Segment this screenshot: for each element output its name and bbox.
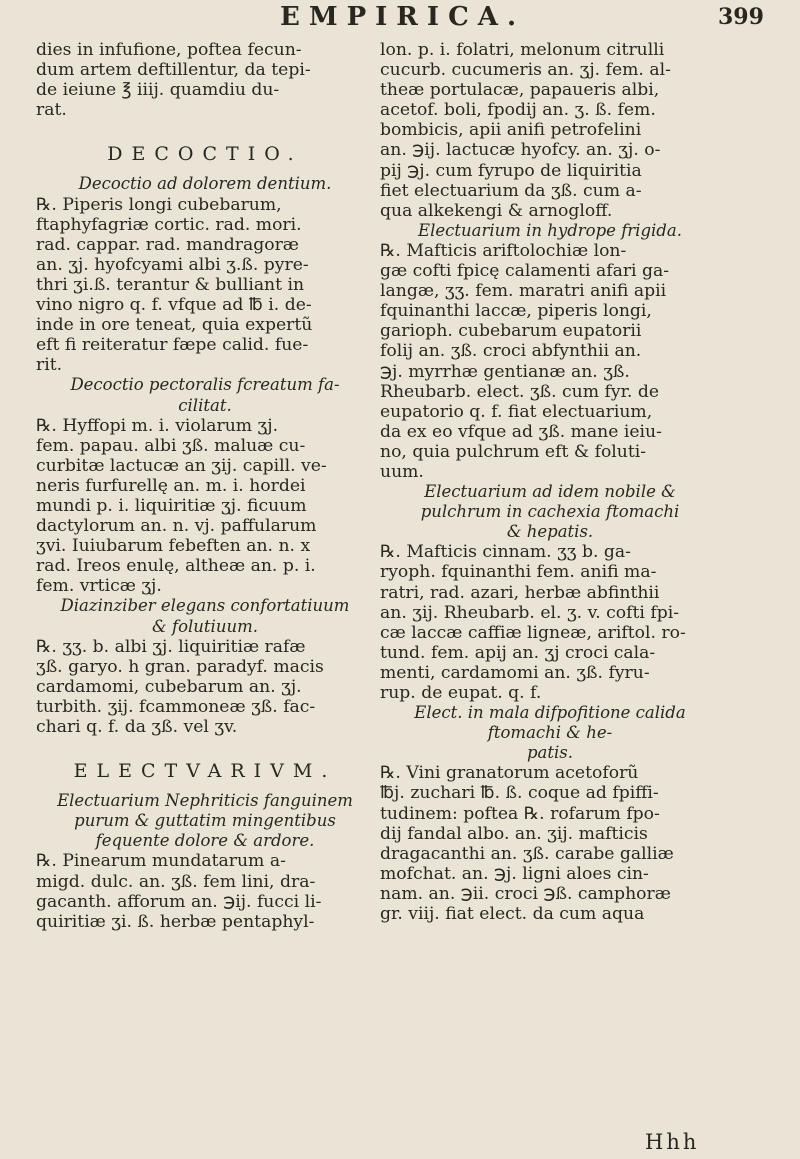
recipe-title: Diazinziber elegans confortatiuum	[60, 596, 350, 616]
text-line: eupatorio q. f. fiat electuarium,	[380, 401, 653, 422]
running-title: EMPIRICA.	[280, 2, 525, 32]
section-heading-electuarium: ELECTVARIVM.	[73, 760, 337, 783]
recipe-text	[36, 637, 374, 737]
text-line: an. ʒj. hyofcyami albi ʒ.ß. pyre-	[36, 254, 309, 275]
text-line: rit.	[36, 355, 63, 376]
text-line: ʒvi. Iuiubarum febeften an. n. x	[36, 536, 311, 557]
page-number: 399	[718, 4, 764, 30]
recipe-title: Electuarium ad idem nobile &	[424, 482, 676, 502]
text-line: dij fandal albo. an. ʒij. mafticis	[380, 823, 648, 844]
text-line: quiritiæ ʒi. ß. herbæ pentaphyl-	[36, 911, 315, 932]
text-line: ℞. Mafticis cinnam. ʒʒ b. ga-	[380, 542, 631, 563]
text-line: pij ℈j. cum fyrupo de liquiritia	[380, 160, 642, 181]
running-head	[0, 2, 800, 36]
recipe-title: pulchrum in cachexia ftomachi	[420, 502, 680, 522]
text-line: cardamomi, cubebarum an. ʒj.	[36, 676, 302, 697]
text-line: no, quia pulchrum eft & foluti-	[380, 441, 647, 462]
text-line: neris furfurellę an. m. i. hordei	[36, 475, 306, 496]
text-line: dactylorum an. n. vj. paffularum	[36, 516, 317, 537]
text-line: turbith. ʒij. fcammoneæ ʒß. fac-	[36, 696, 316, 717]
text-line: folij an. ʒß. croci abfynthii an.	[380, 341, 642, 362]
recipe-title: & hepatis.	[506, 522, 594, 542]
text-line: curbitæ lactucæ an ʒij. capill. ve-	[36, 455, 327, 476]
right-column	[380, 40, 720, 924]
text-line: inde in ore teneat, quia expertũ	[36, 315, 313, 336]
recipe-title: cilitat.	[178, 395, 232, 415]
recipe-text	[380, 542, 720, 703]
text-line: vino nigro q. f. vfque ad ℔ i. de-	[36, 295, 312, 316]
text-line: garioph. cubebarum eupatorii	[380, 321, 642, 342]
recipe-title: Electuarium Nephriticis fanguinem	[57, 791, 353, 811]
text-line: rad. Ireos enulę, altheæ an. p. i.	[36, 556, 316, 577]
recipe-text	[380, 241, 720, 482]
recipe-title: patis.	[526, 743, 574, 763]
text-line: theæ portulacæ, papaueris albi,	[380, 80, 660, 101]
text-line: dragacanthi an. ʒß. carabe galliæ	[380, 843, 674, 864]
text-line: gacanth. afforum an. ℈ij. fucci li-	[36, 891, 322, 912]
text-line: ℞. Vini granatorum acetoforũ	[380, 763, 639, 784]
text-line: ℔j. zuchari ℔. ß. coque ad fpiffi-	[380, 783, 659, 804]
recipe-title: Electuarium in hydrope frigida.	[418, 220, 682, 240]
text-line: tund. fem. apij an. ʒj croci cala-	[380, 642, 656, 663]
text-line: langæ, ʒʒ. fem. maratri anifi apii	[380, 281, 667, 302]
text-line: gæ cofti fpicę calamenti afari ga-	[380, 261, 670, 282]
text-line: cæ laccæ caffiæ ligneæ, ariftol. ro-	[380, 622, 686, 643]
text-line: an. ʒij. Rheubarb. el. ʒ. v. cofti fpi-	[380, 602, 680, 623]
recipe-title: Decoctio ad dolorem dentium.	[78, 174, 332, 194]
recipe-title: fequente dolore & ardore.	[95, 831, 315, 851]
text-line: fem. papau. albi ʒß. maluæ cu-	[36, 435, 306, 456]
text-line: fem. vrticæ ʒj.	[36, 576, 162, 597]
text-line: dies in infufione, poftea fecun-	[36, 40, 302, 60]
text-line: mofchat. an. ℈j. ligni aloes cin-	[380, 863, 649, 884]
text-line: gr. viij. fiat elect. da cum aqua	[380, 904, 645, 925]
text-line: qua alkekengi & arnogloff.	[380, 200, 613, 221]
recipe-title: ftomachi & he-	[487, 723, 613, 743]
text-line: thri ʒi.ß. terantur & bulliant in	[36, 274, 305, 295]
recipe-title: Decoctio pectoralis fcreatum fa-	[70, 375, 340, 395]
text-line: mundi p. i. liquiritiæ ʒj. ficuum	[36, 495, 307, 516]
text-line: ℞. Hyffopi m. i. violarum ʒj.	[36, 415, 279, 436]
text-line: da ex eo vfque ad ʒß. mane ieiu-	[380, 421, 662, 442]
signature-mark: Hhh	[645, 1130, 700, 1154]
text-line: acetof. boli, fpodij an. ʒ. ß. fem.	[380, 100, 656, 121]
text-line: de ieiune ℥ iiij. quamdiu du-	[36, 80, 280, 101]
recipe-text	[36, 195, 374, 376]
text-line: chari q. f. da ʒß. vel ʒv.	[36, 717, 238, 737]
text-line: fiet electuarium da ʒß. cum a-	[380, 180, 642, 201]
text-line: ℞. ʒʒ. b. albi ʒj. liquiritiæ rafæ	[36, 636, 306, 657]
text-line: an. ℈ij. lactucæ hyofcy. an. ʒj. o-	[380, 140, 661, 161]
text-line: uum.	[380, 461, 424, 482]
intro-paragraph	[36, 40, 374, 120]
text-line: ratri, rad. azari, herbæ abfinthii	[380, 582, 660, 603]
text-line: Rheubarb. elect. ʒß. cum fyr. de	[380, 381, 660, 402]
text-line: ftaphyfagriæ cortic. rad. mori.	[36, 214, 302, 235]
left-column	[36, 40, 374, 932]
text-line: rup. de eupat. q. f.	[380, 683, 542, 703]
text-line: ℞. Mafticis ariftolochiæ lon-	[380, 240, 627, 261]
text-line: eft fi reiteratur fæpe calid. fue-	[36, 335, 309, 356]
recipe-title: & folutiuum.	[152, 616, 258, 636]
text-line: fquinanthi laccæ, piperis longi,	[380, 301, 652, 322]
text-line: ℞. Pinearum mundatarum a-	[36, 851, 286, 872]
recipe-title: purum & guttatim mingentibus	[74, 811, 336, 831]
text-line: migd. dulc. an. ʒß. fem lini, dra-	[36, 871, 316, 892]
text-line: rad. cappar. rad. mandragoræ	[36, 234, 299, 255]
text-line: dum artem deftillentur, da tepi-	[36, 60, 311, 81]
text-line: ryoph. fquinanthi fem. anifi ma-	[380, 562, 657, 583]
recipe-text	[380, 763, 720, 924]
text-line: lon. p. i. folatri, melonum citrulli	[380, 40, 665, 60]
recipe-title: Elect. in mala difpofitione calida	[414, 703, 686, 723]
text-line: menti, cardamomi an. ʒß. fyru-	[380, 662, 650, 683]
recipe-text	[36, 851, 374, 931]
section-heading-decoctio: DECOCTIO.	[107, 143, 303, 166]
text-line: ℞. Piperis longi cubebarum,	[36, 194, 282, 215]
text-line: bombicis, apii anifi petrofelini	[380, 120, 642, 141]
recipe-text	[36, 416, 374, 597]
recipe-text-continued	[380, 40, 720, 221]
text-line: rat.	[36, 100, 67, 121]
text-line: nam. an. ℈ii. croci ℈ß. camphoræ	[380, 883, 671, 904]
text-line: ℈j. myrrhæ gentianæ an. ʒß.	[380, 361, 630, 382]
text-line: ʒß. garyo. h gran. paradyf. macis	[36, 656, 324, 677]
text-line: tudinem: poftea ℞. rofarum fpo-	[380, 803, 660, 824]
text-line: cucurb. cucumeris an. ʒj. fem. al-	[380, 60, 671, 81]
